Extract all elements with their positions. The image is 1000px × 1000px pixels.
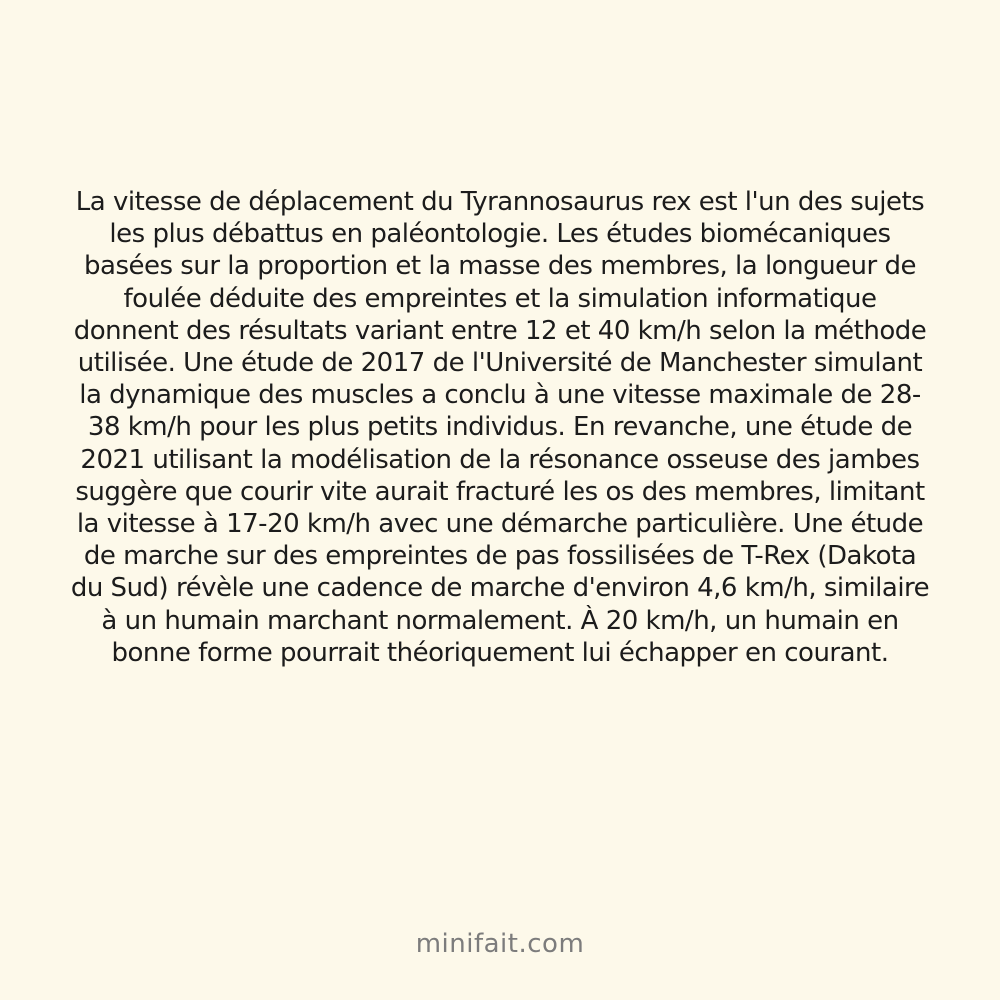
site-name: minifait.com [415, 929, 585, 959]
fact-paragraph: La vitesse de déplacement du Tyrannosaurus rex est l'un des sujets les plus débattus en paléontologie. Les études biomécaniques basées sur la proportion et la masse des membres, la longueur de foulée déduite des empreintes et la simulation informatique donnent des résultats variant entre 12 et 40 km/h selon la méthode utilisée. Une étude de 2017 de l'Université de Manchester simulant la dynamique des muscles a conclu à une vitesse maximale de 28-38 km/h pour les plus petits individus. En revanche, une étude de 2021 utilisant la modélisation de la résonance osseuse des jambes suggère que courir vite aurait fracturé les os des membres, limitant la vitesse à 17-20 km/h avec une démarche particulière. Une étude de marche sur des empreintes de pas fossilisées de T-Rex (Dakota du Sud) révèle une cadence de marche d'environ 4,6 km/h, similaire à un humain marchant normalement. À 20 km/h, un humain en bonne forme pourrait théoriquement lui échapper en courant. [70, 187, 930, 668]
